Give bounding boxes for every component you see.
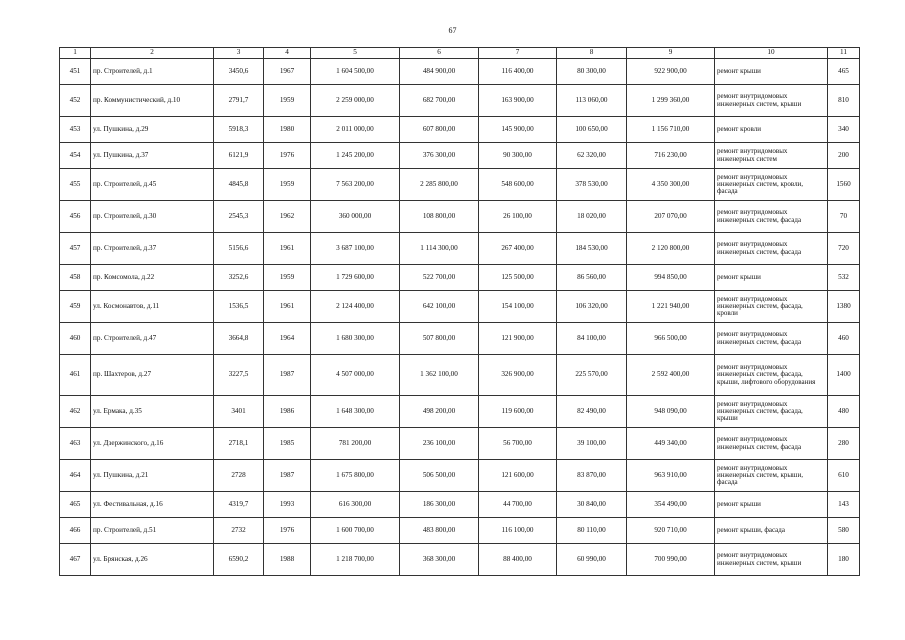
value-cell-11: 465: [828, 59, 860, 85]
cost-cell-7: 116 400,00: [479, 59, 557, 85]
cost-cell-7: 548 600,00: [479, 169, 557, 201]
table-row: [60, 265, 860, 291]
cost-cell-6: 1 114 300,00: [400, 233, 479, 265]
year-cell: 1967: [264, 59, 311, 85]
address-cell: пр. Строителей, д.1: [91, 59, 214, 85]
work-type-cell: ремонт внутридомовых инженерных систем, фасада: [715, 233, 828, 265]
year-cell: 1980: [264, 117, 311, 143]
address-cell: ул. Ермака, д.35: [91, 396, 214, 428]
cost-cell-9: 354 490,00: [627, 492, 715, 518]
cost-cell-6: 498 200,00: [400, 396, 479, 428]
total-cost-cell: 1 680 300,00: [311, 323, 400, 355]
repair-registry-table: [59, 47, 860, 576]
table-row: [60, 169, 860, 201]
table-row: [60, 85, 860, 117]
cost-cell-9: 700 990,00: [627, 544, 715, 576]
total-cost-cell: 1 600 700,00: [311, 518, 400, 544]
value-cell-11: 720: [828, 233, 860, 265]
cost-cell-7: 26 100,00: [479, 201, 557, 233]
row-number: 455: [60, 169, 91, 201]
total-cost-cell: 4 507 000,00: [311, 355, 400, 396]
cost-cell-8: 60 990,00: [557, 544, 627, 576]
table-row: [60, 291, 860, 323]
address-cell: пр. Строителей, д.45: [91, 169, 214, 201]
address-cell: ул. Пушкина, д.21: [91, 460, 214, 492]
cost-cell-8: 18 020,00: [557, 201, 627, 233]
cost-cell-9: 207 070,00: [627, 201, 715, 233]
cost-cell-9: 4 350 300,00: [627, 169, 715, 201]
cost-cell-8: 83 870,00: [557, 460, 627, 492]
year-cell: 1962: [264, 201, 311, 233]
year-cell: 1964: [264, 323, 311, 355]
total-cost-cell: 1 648 300,00: [311, 396, 400, 428]
value-cell-11: 340: [828, 117, 860, 143]
cost-cell-9: 920 710,00: [627, 518, 715, 544]
column-header: 4: [264, 48, 311, 59]
address-cell: пр. Строителей, д.37: [91, 233, 214, 265]
row-number: 464: [60, 460, 91, 492]
total-cost-cell: 1 245 200,00: [311, 143, 400, 169]
address-cell: ул. Брянская, д.26: [91, 544, 214, 576]
address-cell: ул. Фестивальная, д.16: [91, 492, 214, 518]
table-body: [60, 59, 860, 576]
area-cell: 6121,9: [214, 143, 264, 169]
area-cell: 5156,6: [214, 233, 264, 265]
work-type-cell: ремонт крыши: [715, 492, 828, 518]
cost-cell-7: 121 600,00: [479, 460, 557, 492]
address-cell: ул. Космонавтов, д.11: [91, 291, 214, 323]
area-cell: 3664,8: [214, 323, 264, 355]
value-cell-11: 1560: [828, 169, 860, 201]
work-type-cell: ремонт крыши: [715, 265, 828, 291]
address-cell: ул. Дзержинского, д.16: [91, 428, 214, 460]
cost-cell-8: 62 320,00: [557, 143, 627, 169]
work-type-cell: ремонт внутридомовых инженерных систем, фасада: [715, 201, 828, 233]
work-type-cell: ремонт внутридомовых инженерных систем, крыши: [715, 85, 828, 117]
total-cost-cell: 2 259 000,00: [311, 85, 400, 117]
row-number: 467: [60, 544, 91, 576]
year-cell: 1959: [264, 85, 311, 117]
column-header: 1: [60, 48, 91, 59]
column-header: 6: [400, 48, 479, 59]
year-cell: 1976: [264, 143, 311, 169]
row-number: 466: [60, 518, 91, 544]
cost-cell-8: 39 100,00: [557, 428, 627, 460]
total-cost-cell: 1 218 700,00: [311, 544, 400, 576]
work-type-cell: ремонт крыши: [715, 59, 828, 85]
cost-cell-6: 108 800,00: [400, 201, 479, 233]
row-number: 463: [60, 428, 91, 460]
cost-cell-9: 449 340,00: [627, 428, 715, 460]
cost-cell-9: 994 850,00: [627, 265, 715, 291]
table-row: [60, 323, 860, 355]
table-row: [60, 117, 860, 143]
address-cell: пр. Комсомола, д.22: [91, 265, 214, 291]
cost-cell-7: 90 300,00: [479, 143, 557, 169]
area-cell: 3227,5: [214, 355, 264, 396]
cost-cell-8: 100 650,00: [557, 117, 627, 143]
address-cell: пр. Строителей, д.47: [91, 323, 214, 355]
value-cell-11: 480: [828, 396, 860, 428]
cost-cell-7: 163 900,00: [479, 85, 557, 117]
row-number: 453: [60, 117, 91, 143]
work-type-cell: ремонт внутридомовых инженерных систем, фасада, крыши, лифтового оборудования: [715, 355, 828, 396]
total-cost-cell: 781 200,00: [311, 428, 400, 460]
cost-cell-7: 145 900,00: [479, 117, 557, 143]
row-number: 454: [60, 143, 91, 169]
table-row: [60, 233, 860, 265]
row-number: 457: [60, 233, 91, 265]
table-row: [60, 201, 860, 233]
work-type-cell: ремонт внутридомовых инженерных систем, кровли, фасада: [715, 169, 828, 201]
cost-cell-6: 186 300,00: [400, 492, 479, 518]
year-cell: 1985: [264, 428, 311, 460]
year-cell: 1988: [264, 544, 311, 576]
cost-cell-8: 113 060,00: [557, 85, 627, 117]
value-cell-11: 180: [828, 544, 860, 576]
table-row: [60, 396, 860, 428]
cost-cell-6: 506 500,00: [400, 460, 479, 492]
year-cell: 1987: [264, 460, 311, 492]
cost-cell-6: 682 700,00: [400, 85, 479, 117]
table-row: [60, 544, 860, 576]
cost-cell-9: 1 156 710,00: [627, 117, 715, 143]
work-type-cell: ремонт крыши, фасада: [715, 518, 828, 544]
address-cell: пр. Строителей, д.30: [91, 201, 214, 233]
area-cell: 2791,7: [214, 85, 264, 117]
cost-cell-8: 84 100,00: [557, 323, 627, 355]
total-cost-cell: 616 300,00: [311, 492, 400, 518]
area-cell: 1536,5: [214, 291, 264, 323]
column-header: 5: [311, 48, 400, 59]
area-cell: 3401: [214, 396, 264, 428]
cost-cell-9: 2 592 400,00: [627, 355, 715, 396]
value-cell-11: 610: [828, 460, 860, 492]
cost-cell-9: 963 910,00: [627, 460, 715, 492]
value-cell-11: 143: [828, 492, 860, 518]
column-header: 10: [715, 48, 828, 59]
cost-cell-7: 267 400,00: [479, 233, 557, 265]
year-cell: 1987: [264, 355, 311, 396]
cost-cell-8: 82 490,00: [557, 396, 627, 428]
value-cell-11: 810: [828, 85, 860, 117]
year-cell: 1959: [264, 265, 311, 291]
area-cell: 5918,3: [214, 117, 264, 143]
cost-cell-8: 86 560,00: [557, 265, 627, 291]
row-number: 451: [60, 59, 91, 85]
year-cell: 1976: [264, 518, 311, 544]
table-row: [60, 59, 860, 85]
cost-cell-6: 368 300,00: [400, 544, 479, 576]
area-cell: 2728: [214, 460, 264, 492]
address-cell: пр. Коммунистический, д.10: [91, 85, 214, 117]
cost-cell-9: 2 120 800,00: [627, 233, 715, 265]
year-cell: 1961: [264, 291, 311, 323]
table-row: [60, 355, 860, 396]
column-header: 2: [91, 48, 214, 59]
cost-cell-7: 125 500,00: [479, 265, 557, 291]
cost-cell-7: 44 700,00: [479, 492, 557, 518]
cost-cell-8: 378 530,00: [557, 169, 627, 201]
work-type-cell: ремонт внутридомовых инженерных систем, фасада, крыши: [715, 396, 828, 428]
area-cell: 2732: [214, 518, 264, 544]
cost-cell-8: 225 570,00: [557, 355, 627, 396]
value-cell-11: 280: [828, 428, 860, 460]
column-header: 9: [627, 48, 715, 59]
address-cell: ул. Пушкина, д.29: [91, 117, 214, 143]
total-cost-cell: 2 011 000,00: [311, 117, 400, 143]
cost-cell-7: 119 600,00: [479, 396, 557, 428]
table-row: [60, 460, 860, 492]
table-row: [60, 143, 860, 169]
total-cost-cell: 1 729 600,00: [311, 265, 400, 291]
table-row: [60, 518, 860, 544]
cost-cell-6: 522 700,00: [400, 265, 479, 291]
cost-cell-6: 642 100,00: [400, 291, 479, 323]
total-cost-cell: 7 563 200,00: [311, 169, 400, 201]
row-number: 459: [60, 291, 91, 323]
cost-cell-8: 80 300,00: [557, 59, 627, 85]
value-cell-11: 532: [828, 265, 860, 291]
row-number: 460: [60, 323, 91, 355]
cost-cell-7: 116 100,00: [479, 518, 557, 544]
column-header: 11: [828, 48, 860, 59]
total-cost-cell: 1 675 800,00: [311, 460, 400, 492]
total-cost-cell: 360 000,00: [311, 201, 400, 233]
cost-cell-6: 607 800,00: [400, 117, 479, 143]
cost-cell-9: 966 500,00: [627, 323, 715, 355]
work-type-cell: ремонт внутридомовых инженерных систем: [715, 143, 828, 169]
cost-cell-7: 56 700,00: [479, 428, 557, 460]
area-cell: 6590,2: [214, 544, 264, 576]
cost-cell-7: 121 900,00: [479, 323, 557, 355]
work-type-cell: ремонт внутридомовых инженерных систем, крыши: [715, 544, 828, 576]
cost-cell-9: 948 090,00: [627, 396, 715, 428]
year-cell: 1993: [264, 492, 311, 518]
cost-cell-9: 1 221 940,00: [627, 291, 715, 323]
row-number: 465: [60, 492, 91, 518]
address-cell: пр. Шахтеров, д.27: [91, 355, 214, 396]
column-header: 8: [557, 48, 627, 59]
cost-cell-6: 507 800,00: [400, 323, 479, 355]
cost-cell-6: 376 300,00: [400, 143, 479, 169]
area-cell: 4845,8: [214, 169, 264, 201]
year-cell: 1959: [264, 169, 311, 201]
table-row: [60, 492, 860, 518]
area-cell: 2718,1: [214, 428, 264, 460]
work-type-cell: ремонт внутридомовых инженерных систем, фасада: [715, 428, 828, 460]
value-cell-11: 70: [828, 201, 860, 233]
area-cell: 2545,3: [214, 201, 264, 233]
value-cell-11: 1380: [828, 291, 860, 323]
page-number: 67: [448, 26, 457, 35]
cost-cell-6: 1 362 100,00: [400, 355, 479, 396]
total-cost-cell: 3 687 100,00: [311, 233, 400, 265]
address-cell: пр. Строителей, д.51: [91, 518, 214, 544]
row-number: 462: [60, 396, 91, 428]
cost-cell-6: 2 285 800,00: [400, 169, 479, 201]
area-cell: 4319,7: [214, 492, 264, 518]
cost-cell-9: 1 299 360,00: [627, 85, 715, 117]
table-row: [60, 428, 860, 460]
cost-cell-7: 326 900,00: [479, 355, 557, 396]
work-type-cell: ремонт кровли: [715, 117, 828, 143]
year-cell: 1961: [264, 233, 311, 265]
value-cell-11: 580: [828, 518, 860, 544]
row-number: 458: [60, 265, 91, 291]
address-cell: ул. Пушкина, д.37: [91, 143, 214, 169]
value-cell-11: 460: [828, 323, 860, 355]
cost-cell-6: 483 800,00: [400, 518, 479, 544]
work-type-cell: ремонт внутридомовых инженерных систем, фасада: [715, 323, 828, 355]
work-type-cell: ремонт внутридомовых инженерных систем, фасада, кровли: [715, 291, 828, 323]
value-cell-11: 1400: [828, 355, 860, 396]
cost-cell-8: 30 840,00: [557, 492, 627, 518]
area-cell: 3252,6: [214, 265, 264, 291]
area-cell: 3450,6: [214, 59, 264, 85]
row-number: 461: [60, 355, 91, 396]
cost-cell-7: 88 400,00: [479, 544, 557, 576]
cost-cell-8: 106 320,00: [557, 291, 627, 323]
cost-cell-9: 922 900,00: [627, 59, 715, 85]
year-cell: 1986: [264, 396, 311, 428]
column-header: 7: [479, 48, 557, 59]
total-cost-cell: 2 124 400,00: [311, 291, 400, 323]
cost-cell-6: 484 900,00: [400, 59, 479, 85]
cost-cell-6: 236 100,00: [400, 428, 479, 460]
cost-cell-8: 184 530,00: [557, 233, 627, 265]
cost-cell-7: 154 100,00: [479, 291, 557, 323]
row-number: 452: [60, 85, 91, 117]
cost-cell-8: 80 110,00: [557, 518, 627, 544]
header-row: [60, 48, 860, 59]
cost-cell-9: 716 230,00: [627, 143, 715, 169]
total-cost-cell: 1 604 500,00: [311, 59, 400, 85]
value-cell-11: 200: [828, 143, 860, 169]
row-number: 456: [60, 201, 91, 233]
column-header: 3: [214, 48, 264, 59]
work-type-cell: ремонт внутридомовых инженерных систем, крыши, фасада: [715, 460, 828, 492]
